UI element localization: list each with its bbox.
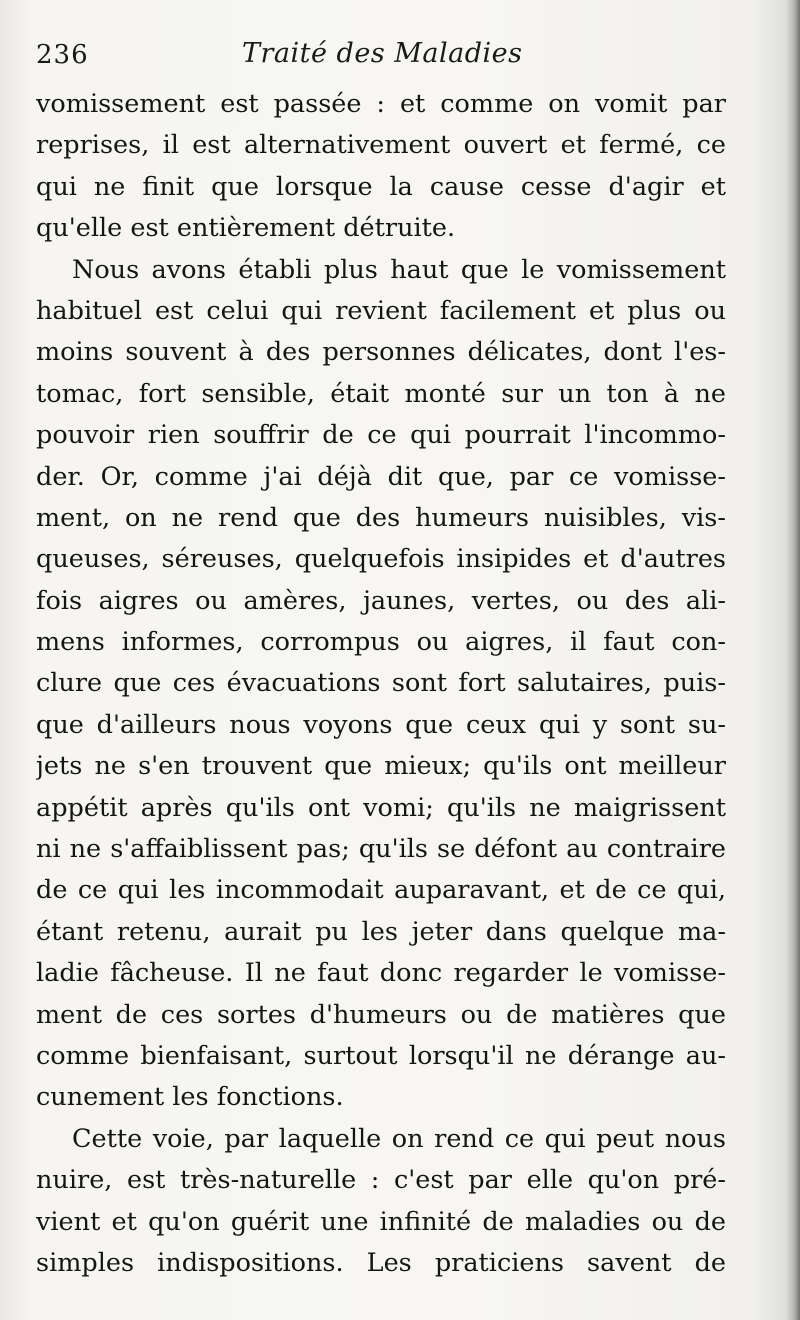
- text-line: ladie fâcheuse. Il ne faut donc regarder le vomisse-: [36, 958, 726, 989]
- text-line: pouvoir rien souffrir de ce qui pourrait l'incommo-: [36, 420, 726, 451]
- body-text: [36, 84, 726, 1284]
- text-line: clure que ces évacuations sont fort salutaires, puis-: [36, 668, 726, 699]
- text-line: appétit après qu'ils ont vomi; qu'ils ne maigrissent: [36, 792, 726, 823]
- text-line: der. Or, comme j'ai déjà dit que, par ce vomisse-: [36, 461, 726, 492]
- text-line: moins souvent à des personnes délicates, dont l'es-: [36, 337, 726, 368]
- text-line: qui ne finit que lorsque la cause cesse d'agir et: [36, 171, 726, 202]
- text-line: mens informes, corrompus ou aigres, il faut con-: [36, 627, 726, 658]
- text-line: cunement les fonctions.: [36, 1082, 344, 1113]
- text-line: nuire, est très-naturelle : c'est par elle qu'on pré-: [36, 1165, 726, 1196]
- paragraph-2: [36, 250, 726, 1119]
- text-line: habituel est celui qui revient facilement et plus ou: [36, 295, 726, 326]
- text-line: de ce qui les incommodait auparavant, et de ce qui,: [36, 875, 726, 906]
- text-line: étant retenu, aurait pu les jeter dans quelque ma-: [36, 916, 726, 947]
- text-line: jets ne s'en trouvent que mieux; qu'ils ont meilleur: [36, 751, 726, 782]
- text-line: vomissement est passée : et comme on vomit par: [36, 89, 726, 119]
- text-line: comme bienfaisant, surtout lorsqu'il ne dérange au-: [36, 1040, 726, 1071]
- running-title: Traité des Maladies: [242, 38, 523, 69]
- text-line: queuses, séreuses, quelquefois insipides et d'autres: [36, 544, 726, 575]
- page-edge-shadow: [786, 0, 800, 1320]
- paragraph-3: [36, 1119, 726, 1285]
- text-line: reprises, il est alternativement ouvert et fermé, ce: [36, 130, 726, 161]
- page-header: [36, 36, 726, 76]
- text-line: tomac, fort sensible, était monté sur un ton à ne: [36, 378, 726, 409]
- text-line: fois aigres ou amères, jaunes, vertes, ou des ali-: [36, 585, 726, 616]
- text-line: qu'elle est entièrement détruite.: [36, 213, 456, 244]
- text-line: ment, on ne rend que des humeurs nuisibles, vis-: [36, 502, 726, 533]
- text-line: simples indispositions. Les praticiens savent de: [36, 1247, 726, 1278]
- paragraph-1: [36, 84, 726, 250]
- text-line: vient et qu'on guérit une infinité de maladies ou de: [36, 1206, 726, 1237]
- page-number: 236: [36, 40, 89, 70]
- text-line: que d'ailleurs nous voyons que ceux qui y sont su-: [36, 709, 726, 740]
- text-line: ni ne s'affaiblissent pas; qu'ils se défont au contraire: [36, 834, 726, 865]
- text-line: Cette voie, par laquelle on rend ce qui peut nous: [72, 1123, 726, 1154]
- text-line: ment de ces sortes d'humeurs ou de matières que: [36, 999, 726, 1030]
- text-line: Nous avons établi plus haut que le vomissement: [72, 254, 726, 285]
